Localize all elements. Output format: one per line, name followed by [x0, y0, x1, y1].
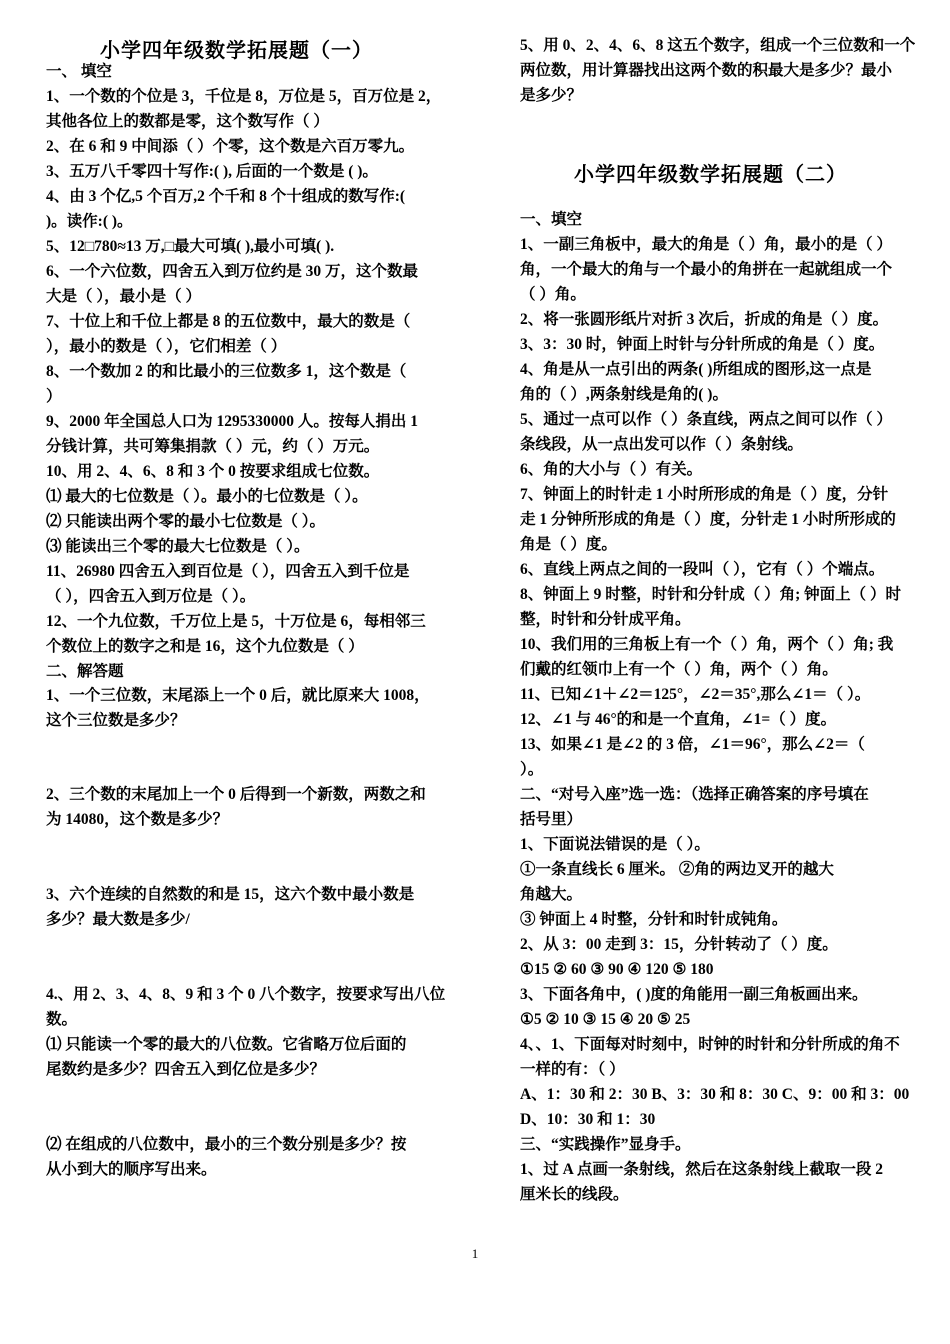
left-text-line: 多少？最大数是多少/ — [46, 911, 190, 928]
right-text-line: 二、“对号入座”选一选：（选择正确答案的序号填在 — [520, 786, 869, 803]
right-text-line: 1、下面说法错误的是（ ）。 — [520, 836, 710, 853]
left-text-line: 1、一个数的个位是 3，千位是 8，万位是 5，百万位是 2， — [46, 88, 442, 105]
left-text-line: 个数位上的数字之和是 16，这个九位数是（ ） — [46, 638, 364, 655]
right-text-line: 角的（ ）,两条射线是角的( )。 — [520, 386, 728, 403]
left-text-line: 2、三个数的末尾加上一个 0 后得到一个新数，两数之和 — [46, 786, 426, 803]
left-text-line: ⑶ 能读出三个零的最大七位数是（ ）。 — [46, 538, 310, 555]
left-text-line: ⑴ 最大的七位数是（ ）。最小的七位数是（ ）。 — [46, 488, 368, 505]
right-text-line: ①一条直线长 6 厘米。 ②角的两边叉开的越大 — [520, 861, 834, 878]
right-text-line: ）。 — [520, 761, 544, 778]
right-text-line: 厘米长的线段。 — [520, 1186, 629, 1203]
right-text-line: 7、钟面上的时针走 1 小时所形成的角是（ ）度，分针 — [520, 486, 889, 503]
right-intro-text-line: 5、用 0、2、4、6、8 这五个数字，组成一个三位数和一个 — [520, 37, 916, 54]
right-text-line: 4、、1、下面每对时刻中，时钟的时针和分针所成的角不 — [520, 1036, 900, 1053]
left-text-line: 4、由 3 个亿,5 个百万,2 个千和 8 个十组成的数写作:( — [46, 188, 406, 205]
left-text-line: ⑵ 在组成的八位数中，最小的三个数分别是多少？按 — [46, 1136, 407, 1153]
right-text-line: 2、将一张圆形纸片对折 3 次后，折成的角是（ ）度。 — [520, 311, 889, 328]
right-text-line: 3、3：30 时，钟面上时针与分针所成的角是（ ）度。 — [520, 336, 885, 353]
left-text-line: )。读作:( )。 — [46, 213, 133, 230]
right-text-line: ①15 ② 60 ③ 90 ④ 120 ⑤ 180 — [520, 961, 714, 978]
right-text-line: 角是（ ）度。 — [520, 536, 617, 553]
left-text-line: 一、 填空 — [46, 63, 112, 80]
right-text-line: 3、下面各角中，( )度的角能用一副三角板画出来。 — [520, 986, 868, 1003]
right-text-line: ③ 钟面上 4 时整，分针和时针成钝角。 — [520, 911, 788, 928]
right-text-line: 6、角的大小与（ ）有关。 — [520, 461, 703, 478]
right-text-line: 走 1 分钟所形成的角是（ ）度，分针走 1 小时所形成的 — [520, 511, 896, 528]
right-text-line: 角，一个最大的角与一个最小的角拼在一起就组成一个 — [520, 261, 893, 278]
right-text-line: 三、“实践操作”显身手。 — [520, 1136, 691, 1153]
right-text-line: 10、我们用的三角板上有一个（ ）角，两个（ ）角; 我 — [520, 636, 894, 653]
right-text-line: 括号里） — [520, 811, 583, 828]
right-text-line: 条线段，从一点出发可以作（ ）条射线。 — [520, 436, 803, 453]
page-number: 1 — [471, 1246, 479, 1261]
right-text-line: 1、一副三角板中，最大的角是（ ）角，最小的是（ ） — [520, 236, 893, 253]
left-text-line: 大是（ ），最小是（ ） — [46, 288, 202, 305]
title-one: 小学四年级数学拓展题（一） — [100, 40, 373, 62]
left-text-line: 11、26980 四舍五入到百位是（ ），四舍五入到千位是 — [46, 563, 410, 580]
left-text-line: 6、一个六位数，四舍五入到万位约是 30 万，这个数最 — [46, 263, 419, 280]
right-text-line: 整，时针和分针成平角。 — [520, 611, 691, 628]
right-text-line: 们戴的红领巾上有一个（ ）角，两个（ ）角。 — [520, 661, 838, 678]
left-text-line: 8、一个数加 2 的和比最小的三位数多 1，这个数是（ — [46, 363, 407, 380]
right-text-line: 11、已知∠1＋∠2＝125°，∠2＝35°,那么∠1＝（ ）。 — [520, 686, 871, 703]
left-text-line: 分钱计算，共可筹集捐款（ ）元，约（ ）万元。 — [46, 438, 380, 455]
right-text-line: 8、钟面上 9 时整，时针和分针成（ ）角; 钟面上（ ）时 — [520, 586, 902, 603]
right-text-line: 6、直线上两点之间的一段叫（ ），它有（ ）个端点。 — [520, 561, 885, 578]
right-text-line: 12、∠1 与 46°的和是一个直角，∠1=（ ）度。 — [520, 711, 837, 728]
right-text-line: A、1：30 和 2：30 B、3：30 和 8：30 C、9：00 和 3：00 — [520, 1086, 910, 1103]
right-text-line: 2、从 3：00 走到 3：15，分针转动了（ ）度。 — [520, 936, 838, 953]
left-text-line: 其他各位上的数都是零，这个数写作（ ） — [46, 113, 329, 130]
right-text-line: 1、过 A 点画一条射线，然后在这条射线上截取一段 2 — [520, 1161, 883, 1178]
right-text-line: 一样的有：（ ） — [520, 1061, 625, 1078]
right-text-line: 4、角是从一点引出的两条( )所组成的图形,这一点是 — [520, 361, 872, 378]
left-text-line: 7、十位上和千位上都是 8 的五位数中，最大的数是（ — [46, 313, 411, 330]
left-text-line: 3、六个连续的自然数的和是 15，这六个数中最小数是 — [46, 886, 415, 903]
right-intro-text-line: 是多少？ — [520, 87, 583, 104]
left-text-line: 12、一个九位数，千万位上是 5，十万位是 6，每相邻三 — [46, 613, 426, 630]
right-text-line: 13、如果∠1 是∠2 的 3 倍，∠1＝96°，那么∠2＝（ — [520, 736, 865, 753]
right-text-line: ①5 ② 10 ③ 15 ④ 20 ⑤ 25 — [520, 1011, 691, 1028]
left-text-line: 10、用 2、4、6、8 和 3 个 0 按要求组成七位数。 — [46, 463, 380, 480]
right-text-line: （ ）角。 — [520, 286, 586, 303]
left-text-line: 从小到大的顺序写出来。 — [46, 1161, 217, 1178]
left-text-line: 4.、用 2、3、4、8、9 和 3 个 0 八个数字，按要求写出八位 — [46, 986, 446, 1003]
left-text-line: ⑵ 只能读出两个零的最小七位数是（ ）。 — [46, 513, 326, 530]
right-text-line: D、10：30 和 1：30 — [520, 1111, 656, 1128]
left-text-line: 5、12□780≈13 万,□最大可填( ),最小可填( ). — [46, 238, 335, 255]
left-text-line: ） — [46, 388, 62, 405]
right-intro-text-line: 两位数，用计算器找出这两个数的积最大是多少？最小 — [520, 62, 893, 79]
left-text-line: ⑴ 只能读一个零的最大的八位数。它省略万位后面的 — [46, 1036, 407, 1053]
left-text-line: 3、五万八千零四十写作:( ), 后面的一个数是 ( )。 — [46, 163, 378, 180]
left-text-line: 这个三位数是多少？ — [46, 712, 186, 729]
left-text-line: 尾数约是多少？四舍五入到亿位是多少？ — [46, 1061, 326, 1078]
left-text-line: 1、一个三位数，末尾添上一个 0 后，就比原来大 1008， — [46, 687, 430, 704]
title-two: 小学四年级数学拓展题（二） — [574, 164, 847, 186]
left-text-line: 为 14080，这个数是多少？ — [46, 811, 229, 828]
left-text-line: 二、解答题 — [46, 663, 124, 680]
left-text-line: 数。 — [46, 1011, 78, 1028]
left-text-line: （ ），四舍五入到万位是（ ）。 — [46, 588, 256, 605]
right-text-line: 5、通过一点可以作（ ）条直线，两点之间可以作（ ） — [520, 411, 893, 428]
left-text-line: ），最小的数是（ ），它们相差（ ） — [46, 338, 287, 355]
left-text-line: 9、2000 年全国总人口为 1295330000 人。按每人捐出 1 — [46, 413, 419, 430]
right-text-line: 角越大。 — [520, 886, 583, 903]
right-text-line: 一、填空 — [520, 211, 583, 228]
left-text-line: 2、在 6 和 9 中间添（ ）个零，这个数是六百万零九。 — [46, 138, 415, 155]
